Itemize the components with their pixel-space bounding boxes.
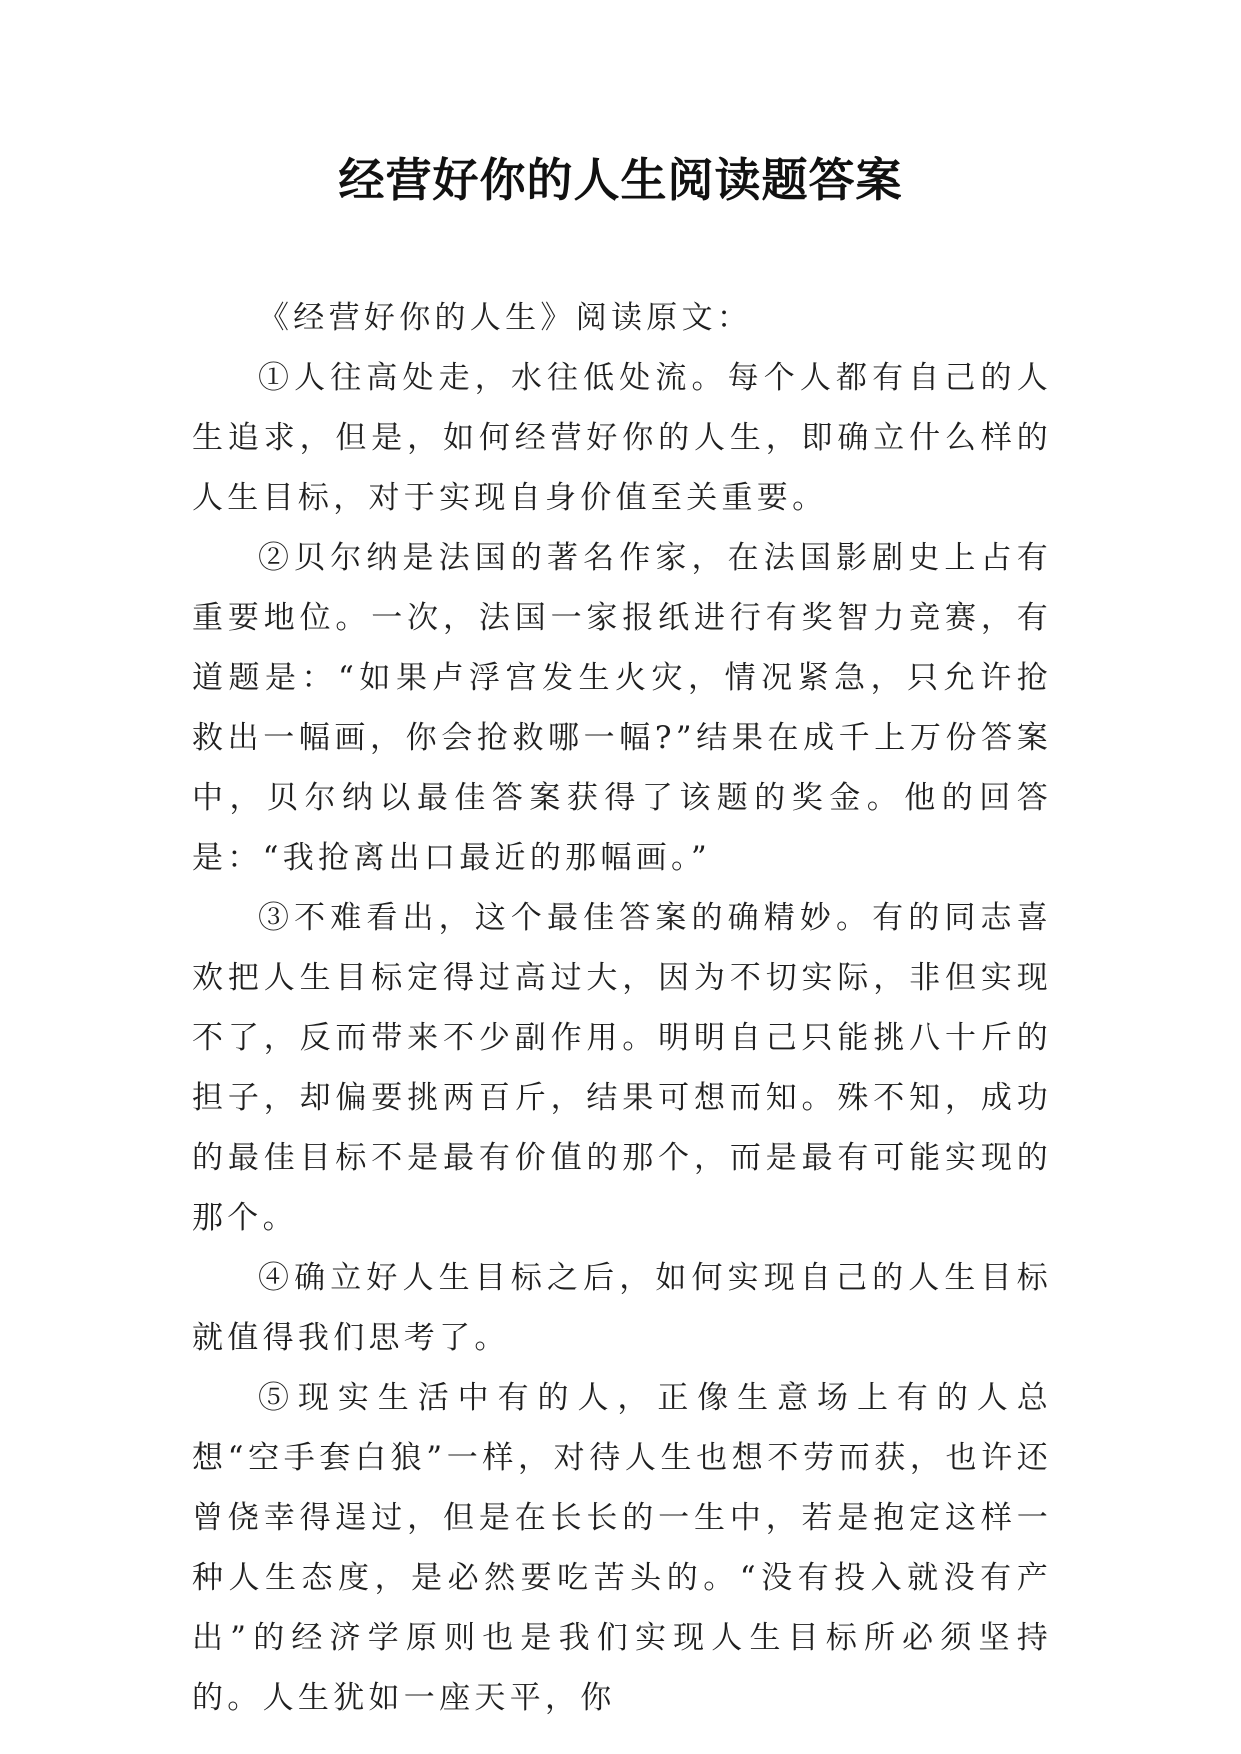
- paragraph-5: ⑤现实生活中有的人，正像生意场上有的人总想“空手套白狼”一样，对待人生也想不劳而获，也许还曾侥幸得逞过，但是在长长的一生中，若是抱定这样一种人生态度，是必然要吃苦头的。“没有投入就没有产出”的经济学原则也是我们实现人生目标所必须坚持的。人生犹如一座天平，你: [192, 1380, 1052, 1716]
- paragraph-3: ③不难看出，这个最佳答案的确精妙。有的同志喜欢把人生目标定得过高过大，因为不切实际，非但实现不了，反而带来不少副作用。明明自己只能挑八十斤的担子，却偏要挑两百斤，结果可想而知。殊不知，成功的最佳目标不是最有价值的那个，而是最有可能实现的那个。: [192, 900, 1052, 1236]
- paragraph-1: ①人往高处走，水往低处流。每个人都有自己的人生追求，但是，如何经营好你的人生，即确立什么样的人生目标，对于实现自身价值至关重要。: [192, 360, 1052, 516]
- paragraph-2: ②贝尔纳是法国的著名作家，在法国影剧史上占有重要地位。一次，法国一家报纸进行有奖智力竞赛，有道题是：“如果卢浮宫发生火灾，情况紧急，只允许抢救出一幅画，你会抢救哪一幅?”结果在成千上万份答案中，贝尔纳以最佳答案获得了该题的奖金。他的回答是：“我抢离出口最近的那幅画。”: [192, 540, 1052, 876]
- document-body: [192, 288, 1052, 1728]
- intro-heading: 《经营好你的人生》阅读原文：: [258, 300, 753, 336]
- document-title: 经营好你的人生阅读题答案: [338, 153, 903, 207]
- paragraph-4: ④确立好人生目标之后，如何实现自己的人生目标就值得我们思考了。: [192, 1260, 1052, 1356]
